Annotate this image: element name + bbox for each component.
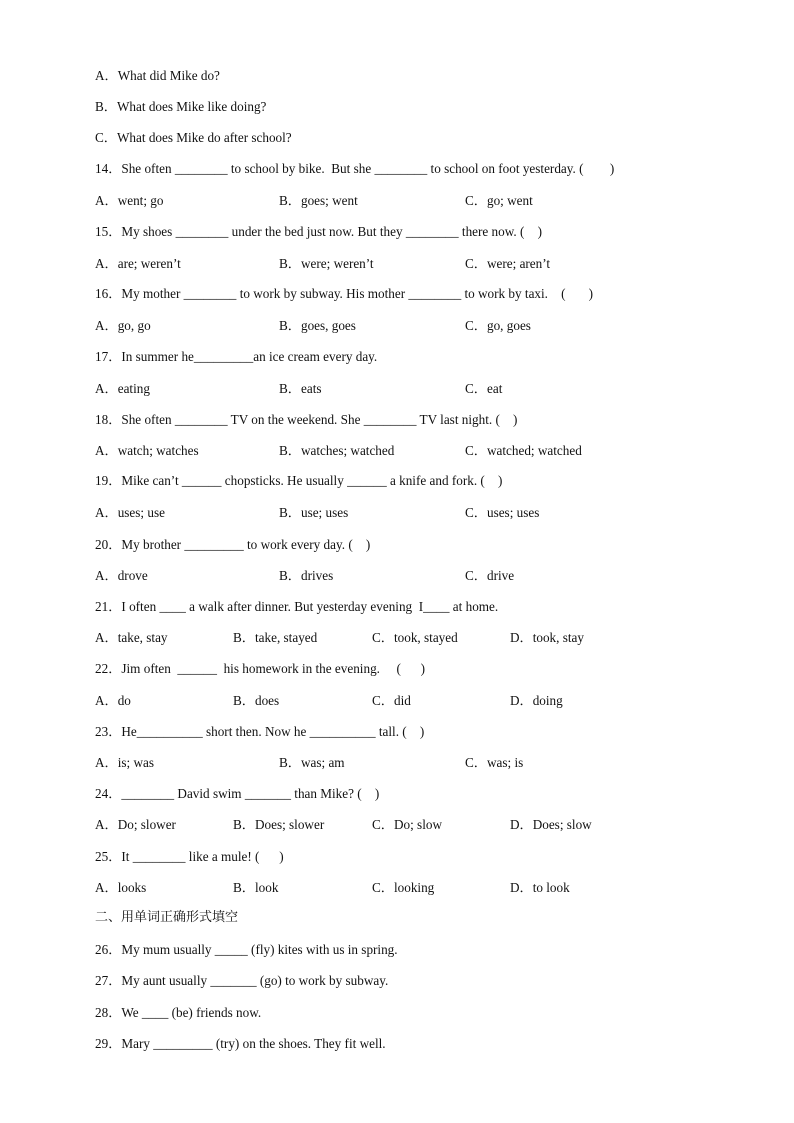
option-a[interactable]: A．looks <box>95 880 147 895</box>
fill-in-question[interactable]: 26．My mum usually _____ (fly) kites with us in spring. <box>95 942 398 957</box>
option-b[interactable]: B．goes; went <box>279 193 358 208</box>
question-stem: 18．She often ________ TV on the weekend. She ________ TV last night. ( ) <box>95 412 518 427</box>
option-b[interactable]: B．were; weren’t <box>279 256 374 271</box>
question-stem: 20．My brother _________ to work every day. ( ) <box>95 537 371 552</box>
fill-in-question[interactable]: 29．Mary _________ (try) on the shoes. They fit well. <box>95 1036 386 1051</box>
question-stem: 17．In summer he_________an ice cream every day. <box>95 349 378 364</box>
question-stem: 15．My shoes ________ under the bed just now. But they ________ there now. ( ) <box>95 224 542 239</box>
option-a[interactable]: A．take, stay <box>95 630 168 645</box>
question-stem: 14．She often ________ to school by bike. But she ________ to school on foot yesterday. ( ) <box>95 161 615 176</box>
option-c[interactable]: C．go; went <box>465 193 533 208</box>
option-c[interactable]: C．looking <box>372 880 435 895</box>
option-a[interactable]: A．Do; slower <box>95 817 176 832</box>
option-b[interactable]: B．goes, goes <box>279 318 356 333</box>
option-d[interactable]: D．doing <box>510 693 563 708</box>
option-c[interactable]: C．What does Mike do after school? <box>95 130 292 145</box>
section-heading: 二、用单词正确形式填空 <box>95 910 239 925</box>
option-b[interactable]: B．What does Mike like doing? <box>95 99 267 114</box>
option-c[interactable]: C．go, goes <box>465 318 531 333</box>
option-b[interactable]: B．does <box>233 693 280 708</box>
option-b[interactable]: B．was; am <box>279 755 345 770</box>
question-stem: 25．It ________ like a mule! ( ) <box>95 849 284 864</box>
option-c[interactable]: C．drive <box>465 568 515 583</box>
option-b[interactable]: B．look <box>233 880 279 895</box>
option-c[interactable]: C．Do; slow <box>372 817 442 832</box>
option-a[interactable]: A．watch; watches <box>95 443 199 458</box>
option-c[interactable]: C．watched; watched <box>465 443 582 458</box>
question-stem: 16．My mother ________ to work by subway. His mother ________ to work by taxi. ( ) <box>95 286 594 301</box>
option-c[interactable]: C．took, stayed <box>372 630 458 645</box>
option-a[interactable]: A．What did Mike do? <box>95 68 220 83</box>
option-c[interactable]: C．were; aren’t <box>465 256 551 271</box>
option-b[interactable]: B．drives <box>279 568 334 583</box>
option-a[interactable]: A．do <box>95 693 131 708</box>
option-c[interactable]: C．did <box>372 693 411 708</box>
question-stem: 24．________ David swim _______ than Mike? ( ) <box>95 786 380 801</box>
option-b[interactable]: B．Does; slower <box>233 817 325 832</box>
fill-in-question[interactable]: 27．My aunt usually _______ (go) to work by subway. <box>95 973 389 988</box>
question-stem: 19．Mike can’t ______ chopsticks. He usually ______ a knife and fork. ( ) <box>95 473 503 488</box>
question-stem: 21．I often ____ a walk after dinner. But yesterday evening I____ at home. <box>95 599 499 614</box>
option-c[interactable]: C．eat <box>465 381 503 396</box>
question-stem: 22．Jim often ______ his homework in the evening. ( ) <box>95 661 426 676</box>
option-a[interactable]: A．eating <box>95 381 150 396</box>
option-a[interactable]: A．drove <box>95 568 148 583</box>
question-stem: 23．He__________ short then. Now he __________ tall. ( ) <box>95 724 425 739</box>
option-a[interactable]: A．went; go <box>95 193 164 208</box>
option-d[interactable]: D．to look <box>510 880 570 895</box>
option-c[interactable]: C．uses; uses <box>465 505 540 520</box>
option-a[interactable]: A．are; weren’t <box>95 256 181 271</box>
option-a[interactable]: A．go, go <box>95 318 151 333</box>
option-c[interactable]: C．was; is <box>465 755 524 770</box>
option-b[interactable]: B．eats <box>279 381 322 396</box>
option-a[interactable]: A．is; was <box>95 755 154 770</box>
option-d[interactable]: D．took, stay <box>510 630 584 645</box>
fill-in-question[interactable]: 28．We ____ (be) friends now. <box>95 1005 262 1020</box>
option-a[interactable]: A．uses; use <box>95 505 165 520</box>
option-b[interactable]: B．watches; watched <box>279 443 395 458</box>
option-b[interactable]: B．take, stayed <box>233 630 318 645</box>
option-d[interactable]: D．Does; slow <box>510 817 592 832</box>
option-b[interactable]: B．use; uses <box>279 505 349 520</box>
